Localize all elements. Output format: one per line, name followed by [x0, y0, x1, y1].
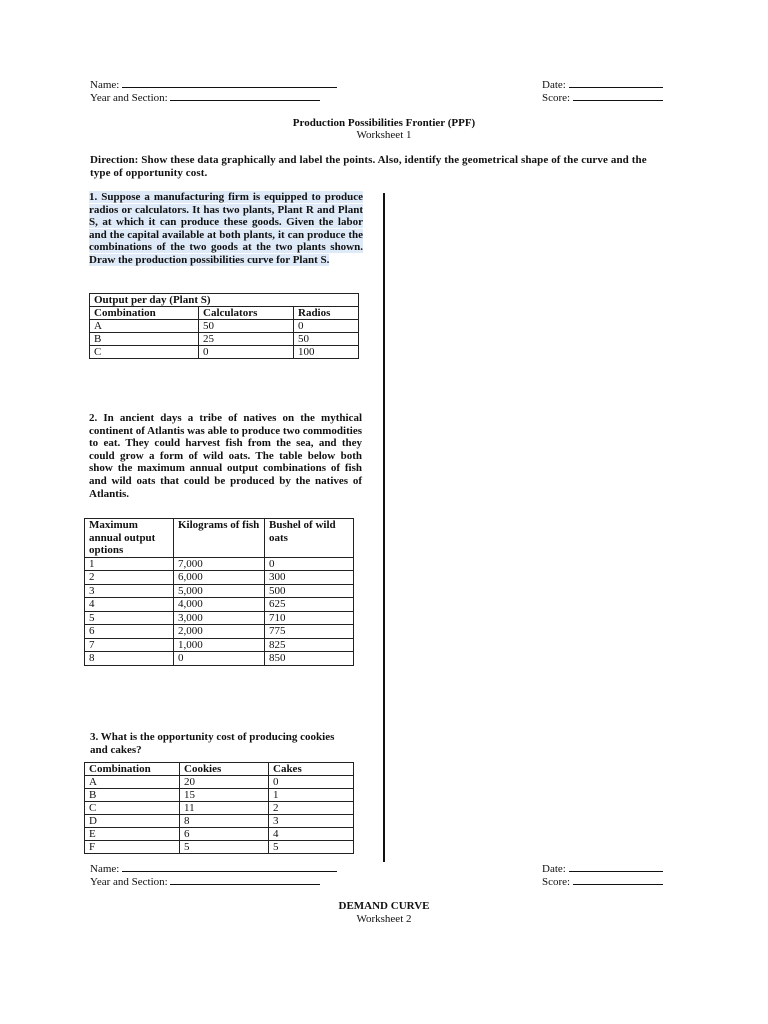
table-cell: 2,000 — [174, 625, 265, 639]
table-cell: A — [90, 320, 199, 333]
table-cell: 4,000 — [174, 598, 265, 612]
table-cell: 5,000 — [174, 584, 265, 598]
question-1-text — [89, 191, 363, 267]
table-cell: 6 — [85, 625, 174, 639]
worksheet1-title: Production Possibilities Frontier (PPF) — [292, 117, 476, 129]
table-cell: 0 — [265, 557, 354, 571]
table-cell: F — [85, 841, 180, 854]
plant-s-table — [89, 293, 359, 359]
table-cell: 50 — [294, 333, 359, 346]
table-cell: 1 — [269, 789, 354, 802]
table-cell: 3 — [85, 584, 174, 598]
worksheet2-title: DEMAND CURVE — [338, 900, 430, 912]
table-row — [85, 815, 354, 828]
worksheet1-subtitle: Worksheet 1 — [356, 129, 412, 141]
table-row — [85, 625, 354, 639]
table-cell: 0 — [199, 346, 294, 359]
table-cell: 8 — [85, 652, 174, 666]
table-cell: 2 — [269, 802, 354, 815]
table-cell: 4 — [85, 598, 174, 612]
table-cell: 5 — [85, 611, 174, 625]
table-header: Cookies — [180, 763, 269, 776]
direction-text: Direction: Show these data graphically and label the points. Also, identify the geometrical shape of the curve and the type of opportunity cost. — [90, 154, 647, 180]
table-cell: 5 — [269, 841, 354, 854]
table-cell: 0 — [269, 776, 354, 789]
table-cell: D — [85, 815, 180, 828]
table-row — [85, 828, 354, 841]
table-cell: 3 — [269, 815, 354, 828]
name-label: Name: — [90, 79, 120, 91]
table-row — [85, 776, 354, 789]
year-section-label: Year and Section: — [90, 92, 168, 104]
table-cell: 625 — [265, 598, 354, 612]
table-header: Bushel of wild oats — [265, 519, 354, 558]
table-cell: 1 — [85, 557, 174, 571]
table-cell: 7 — [85, 638, 174, 652]
score-line[interactable] — [542, 91, 663, 105]
table-cell: 825 — [265, 638, 354, 652]
worksheet2-subtitle: Worksheet 2 — [356, 913, 412, 925]
table-row — [85, 841, 354, 854]
name-blank[interactable] — [122, 78, 337, 88]
table-row — [90, 346, 359, 359]
table-cell: 775 — [265, 625, 354, 639]
table-cell: C — [90, 346, 199, 359]
table-header: Combination — [85, 763, 180, 776]
table-cell: 5 — [180, 841, 269, 854]
table-cell: 6 — [180, 828, 269, 841]
table-cell: 6,000 — [174, 571, 265, 585]
date-label: Date: — [542, 863, 566, 875]
table-row — [85, 638, 354, 652]
table-cell: 710 — [265, 611, 354, 625]
table-cell: 300 — [265, 571, 354, 585]
year-section-blank[interactable] — [170, 91, 320, 101]
table-cell: B — [85, 789, 180, 802]
table-cell: C — [85, 802, 180, 815]
table-header: Calculators — [199, 307, 294, 320]
year-section-blank[interactable] — [170, 875, 320, 885]
table-cell: 0 — [294, 320, 359, 333]
score-label: Score: — [542, 876, 571, 888]
table-cell: A — [85, 776, 180, 789]
table-cell: 3,000 — [174, 611, 265, 625]
table-cell: 2 — [85, 571, 174, 585]
question-2-text: 2. In ancient days a tribe of natives on the mythical continent of Atlantis was able to produce two commodities to eat. They could harvest fish from the sea, and they could grow a form of wild oats. The table below both show the maximum annual output combinations of fish and wild oats that could be produced by the natives of Atlantis. — [89, 412, 362, 500]
score-blank[interactable] — [573, 875, 663, 885]
table-cell: 7,000 — [174, 557, 265, 571]
table-cell: 20 — [180, 776, 269, 789]
table-cell: 11 — [180, 802, 269, 815]
question-3-text: 3. What is the opportunity cost of producing cookies and cakes? — [90, 731, 335, 756]
table-header: Radios — [294, 307, 359, 320]
table-row — [85, 789, 354, 802]
table-cell: 1,000 — [174, 638, 265, 652]
table-header: Kilograms of fish — [174, 519, 265, 558]
cookies-cakes-table — [84, 762, 354, 854]
year-section-label: Year and Section: — [90, 876, 168, 888]
table-cell: E — [85, 828, 180, 841]
table-header: Maximum annual output options — [85, 519, 174, 558]
table-cell: 4 — [269, 828, 354, 841]
table-cell: 850 — [265, 652, 354, 666]
table-row — [85, 557, 354, 571]
table-row — [90, 333, 359, 346]
table-cell: B — [90, 333, 199, 346]
year-section-line-2[interactable] — [90, 875, 320, 889]
score-blank[interactable] — [573, 91, 663, 101]
table-header: Combination — [90, 307, 199, 320]
date-blank[interactable] — [569, 862, 663, 872]
table-row — [85, 584, 354, 598]
table-row — [85, 598, 354, 612]
table-cell: 8 — [180, 815, 269, 828]
question-1-highlight: 1. Suppose a manufacturing firm is equipped to produce radios or calculators. It has two plants, Plant R and Plant S, at which it can produce these goods. Given the labor and the capital available at both plants, it can produce the combinations of the two goods at the two plants shown. Draw the production possibilities curve for Plant S. — [89, 191, 363, 266]
date-label: Date: — [542, 79, 566, 91]
table-cell: 15 — [180, 789, 269, 802]
table-cell: 50 — [199, 320, 294, 333]
year-section-line[interactable] — [90, 91, 320, 105]
name-label: Name: — [90, 863, 120, 875]
score-label: Score: — [542, 92, 571, 104]
table-row — [90, 320, 359, 333]
score-line-2[interactable] — [542, 875, 663, 889]
table-row — [85, 611, 354, 625]
table-cell: 500 — [265, 584, 354, 598]
atlantis-table — [84, 518, 354, 666]
table-title: Output per day (Plant S) — [90, 294, 359, 307]
name-blank[interactable] — [122, 862, 337, 872]
table-header: Cakes — [269, 763, 354, 776]
date-blank[interactable] — [569, 78, 663, 88]
table-cell: 100 — [294, 346, 359, 359]
table-row — [85, 571, 354, 585]
table-cell: 0 — [174, 652, 265, 666]
table-cell: 25 — [199, 333, 294, 346]
table-row — [85, 802, 354, 815]
column-divider — [383, 193, 385, 862]
table-row — [85, 652, 354, 666]
